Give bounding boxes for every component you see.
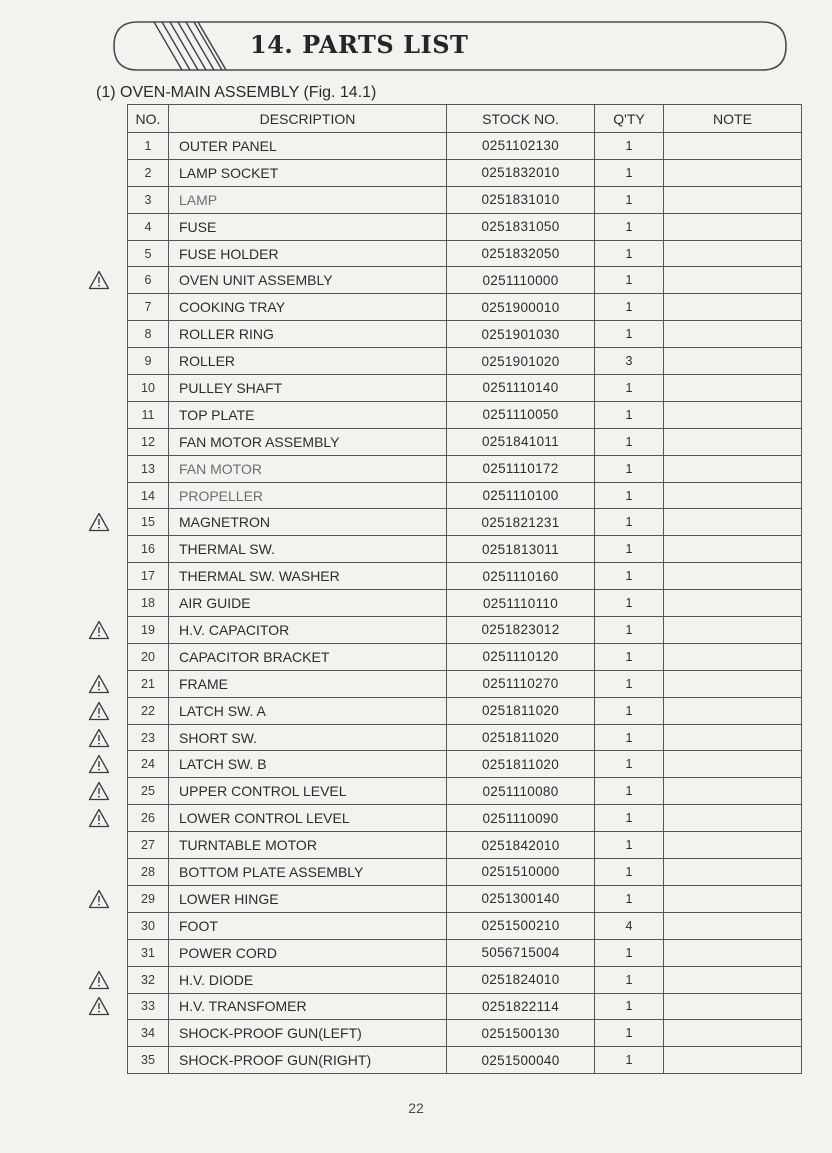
cell-qty: 1 <box>595 1020 664 1047</box>
table-row <box>128 321 802 348</box>
cell-description: FRAME <box>169 670 447 697</box>
cell-no: 23 <box>128 724 169 751</box>
page-number: 22 <box>408 1100 424 1116</box>
cell-no: 15 <box>128 509 169 536</box>
cell-description: LAMP SOCKET <box>169 159 447 186</box>
cell-no: 16 <box>128 536 169 563</box>
cell-note <box>664 751 802 778</box>
cell-description: LOWER HINGE <box>169 885 447 912</box>
cell-stock-no: 0251821231 <box>447 509 595 536</box>
cell-qty: 1 <box>595 832 664 859</box>
table-row <box>128 670 802 697</box>
cell-note <box>664 912 802 939</box>
cell-description: FUSE HOLDER <box>169 240 447 267</box>
cell-qty: 1 <box>595 482 664 509</box>
table-row <box>128 751 802 778</box>
cell-no: 26 <box>128 805 169 832</box>
table-row <box>128 778 802 805</box>
warning-triangle-icon <box>88 781 110 801</box>
cell-no: 6 <box>128 267 169 294</box>
cell-qty: 1 <box>595 697 664 724</box>
cell-description: H.V. DIODE <box>169 966 447 993</box>
cell-note <box>664 348 802 375</box>
cell-stock-no: 0251110140 <box>447 375 595 402</box>
cell-qty: 1 <box>595 267 664 294</box>
cell-description: H.V. TRANSFOMER <box>169 993 447 1020</box>
cell-note <box>664 428 802 455</box>
warning-triangle-icon <box>88 512 110 532</box>
cell-no: 29 <box>128 885 169 912</box>
cell-description: PULLEY SHAFT <box>169 375 447 402</box>
cell-no: 14 <box>128 482 169 509</box>
parts-table <box>127 104 802 1074</box>
cell-description: POWER CORD <box>169 939 447 966</box>
cell-description: SHOCK-PROOF GUN(RIGHT) <box>169 1047 447 1074</box>
cell-description: SHOCK-PROOF GUN(LEFT) <box>169 1020 447 1047</box>
cell-description: SHORT SW. <box>169 724 447 751</box>
cell-note <box>664 401 802 428</box>
cell-no: 2 <box>128 159 169 186</box>
title-banner <box>112 18 788 74</box>
cell-note <box>664 536 802 563</box>
table-row <box>128 832 802 859</box>
table-row <box>128 724 802 751</box>
cell-qty: 1 <box>595 643 664 670</box>
cell-no: 1 <box>128 133 169 160</box>
cell-note <box>664 455 802 482</box>
cell-note <box>664 213 802 240</box>
table-row <box>128 1020 802 1047</box>
cell-description: LATCH SW. A <box>169 697 447 724</box>
warning-triangle-icon <box>88 728 110 748</box>
cell-description: MAGNETRON <box>169 509 447 536</box>
cell-description: H.V. CAPACITOR <box>169 617 447 644</box>
cell-description: LOWER CONTROL LEVEL <box>169 805 447 832</box>
cell-description: FAN MOTOR ASSEMBLY <box>169 428 447 455</box>
table-row <box>128 859 802 886</box>
column-header-note: NOTE <box>664 105 802 133</box>
cell-stock-no: 0251500040 <box>447 1047 595 1074</box>
cell-description: UPPER CONTROL LEVEL <box>169 778 447 805</box>
cell-qty: 1 <box>595 670 664 697</box>
page-title: 14. PARTS LIST <box>250 30 469 59</box>
cell-stock-no: 0251110080 <box>447 778 595 805</box>
cell-stock-no: 0251824010 <box>447 966 595 993</box>
cell-qty: 1 <box>595 240 664 267</box>
cell-no: 17 <box>128 563 169 590</box>
cell-note <box>664 885 802 912</box>
cell-description: FOOT <box>169 912 447 939</box>
table-row <box>128 993 802 1020</box>
cell-no: 20 <box>128 643 169 670</box>
cell-no: 18 <box>128 590 169 617</box>
table-row <box>128 563 802 590</box>
warning-triangle-icon <box>88 754 110 774</box>
cell-note <box>664 778 802 805</box>
cell-stock-no: 0251813011 <box>447 536 595 563</box>
table-row <box>128 401 802 428</box>
cell-qty: 1 <box>595 213 664 240</box>
cell-qty: 1 <box>595 859 664 886</box>
cell-note <box>664 805 802 832</box>
warning-triangle-icon <box>88 701 110 721</box>
cell-stock-no: 0251900010 <box>447 294 595 321</box>
table-row <box>128 482 802 509</box>
table-row <box>128 509 802 536</box>
cell-description: ROLLER RING <box>169 321 447 348</box>
cell-description: THERMAL SW. <box>169 536 447 563</box>
cell-note <box>664 267 802 294</box>
cell-no: 4 <box>128 213 169 240</box>
cell-stock-no: 0251510000 <box>447 859 595 886</box>
cell-stock-no: 0251500210 <box>447 912 595 939</box>
cell-qty: 1 <box>595 536 664 563</box>
table-row <box>128 966 802 993</box>
warning-triangle-icon <box>88 970 110 990</box>
table-row <box>128 240 802 267</box>
cell-stock-no: 0251841011 <box>447 428 595 455</box>
cell-no: 13 <box>128 455 169 482</box>
cell-stock-no: 0251831050 <box>447 213 595 240</box>
cell-description: OVEN UNIT ASSEMBLY <box>169 267 447 294</box>
cell-note <box>664 724 802 751</box>
cell-no: 22 <box>128 697 169 724</box>
cell-no: 32 <box>128 966 169 993</box>
table-row <box>128 186 802 213</box>
cell-note <box>664 643 802 670</box>
cell-stock-no: 0251842010 <box>447 832 595 859</box>
cell-no: 21 <box>128 670 169 697</box>
cell-qty: 1 <box>595 159 664 186</box>
cell-no: 34 <box>128 1020 169 1047</box>
cell-description: AIR GUIDE <box>169 590 447 617</box>
cell-stock-no: 0251110050 <box>447 401 595 428</box>
cell-qty: 1 <box>595 993 664 1020</box>
cell-note <box>664 590 802 617</box>
cell-stock-no: 5056715004 <box>447 939 595 966</box>
cell-qty: 1 <box>595 966 664 993</box>
cell-note <box>664 1020 802 1047</box>
cell-stock-no: 0251300140 <box>447 885 595 912</box>
cell-stock-no: 0251901020 <box>447 348 595 375</box>
table-row <box>128 939 802 966</box>
cell-no: 7 <box>128 294 169 321</box>
table-row <box>128 267 802 294</box>
cell-stock-no: 0251110160 <box>447 563 595 590</box>
cell-qty: 1 <box>595 563 664 590</box>
cell-note <box>664 321 802 348</box>
warning-triangle-icon <box>88 996 110 1016</box>
cell-description: FUSE <box>169 213 447 240</box>
cell-note <box>664 993 802 1020</box>
cell-no: 28 <box>128 859 169 886</box>
cell-qty: 1 <box>595 885 664 912</box>
cell-qty: 1 <box>595 455 664 482</box>
cell-no: 11 <box>128 401 169 428</box>
cell-qty: 4 <box>595 912 664 939</box>
warning-triangle-icon <box>88 808 110 828</box>
cell-qty: 1 <box>595 939 664 966</box>
cell-qty: 3 <box>595 348 664 375</box>
cell-stock-no: 0251901030 <box>447 321 595 348</box>
column-header-stock-no: STOCK NO. <box>447 105 595 133</box>
warning-triangle-icon <box>88 270 110 290</box>
cell-note <box>664 509 802 536</box>
cell-no: 19 <box>128 617 169 644</box>
table-header-row <box>128 105 802 133</box>
column-header-description: DESCRIPTION <box>169 105 447 133</box>
table-row <box>128 294 802 321</box>
cell-qty: 1 <box>595 321 664 348</box>
cell-description: PROPELLER <box>169 482 447 509</box>
table-row <box>128 912 802 939</box>
cell-note <box>664 617 802 644</box>
cell-no: 5 <box>128 240 169 267</box>
cell-stock-no: 0251110110 <box>447 590 595 617</box>
cell-stock-no: 0251831010 <box>447 186 595 213</box>
cell-stock-no: 0251500130 <box>447 1020 595 1047</box>
cell-note <box>664 939 802 966</box>
cell-note <box>664 859 802 886</box>
column-header-qty: Q'TY <box>595 105 664 133</box>
cell-stock-no: 0251110090 <box>447 805 595 832</box>
warning-triangle-icon <box>88 620 110 640</box>
cell-description: BOTTOM PLATE ASSEMBLY <box>169 859 447 886</box>
cell-note <box>664 832 802 859</box>
column-header-no: NO. <box>128 105 169 133</box>
cell-note <box>664 966 802 993</box>
cell-no: 30 <box>128 912 169 939</box>
cell-qty: 1 <box>595 133 664 160</box>
cell-note <box>664 563 802 590</box>
table-row <box>128 1047 802 1074</box>
cell-description: ROLLER <box>169 348 447 375</box>
cell-stock-no: 0251811020 <box>447 697 595 724</box>
cell-note <box>664 133 802 160</box>
cell-no: 12 <box>128 428 169 455</box>
cell-note <box>664 375 802 402</box>
cell-stock-no: 0251823012 <box>447 617 595 644</box>
cell-stock-no: 0251110000 <box>447 267 595 294</box>
cell-description: OUTER PANEL <box>169 133 447 160</box>
table-row <box>128 159 802 186</box>
cell-note <box>664 670 802 697</box>
cell-stock-no: 0251110270 <box>447 670 595 697</box>
cell-no: 24 <box>128 751 169 778</box>
cell-no: 27 <box>128 832 169 859</box>
cell-stock-no: 0251102130 <box>447 133 595 160</box>
cell-qty: 1 <box>595 724 664 751</box>
cell-qty: 1 <box>595 778 664 805</box>
cell-description: LATCH SW. B <box>169 751 447 778</box>
cell-description: FAN MOTOR <box>169 455 447 482</box>
table-row <box>128 805 802 832</box>
cell-description: CAPACITOR BRACKET <box>169 643 447 670</box>
table-row <box>128 885 802 912</box>
cell-description: LAMP <box>169 186 447 213</box>
table-row <box>128 643 802 670</box>
cell-note <box>664 482 802 509</box>
cell-qty: 1 <box>595 428 664 455</box>
table-row <box>128 697 802 724</box>
cell-note <box>664 697 802 724</box>
cell-no: 9 <box>128 348 169 375</box>
cell-no: 25 <box>128 778 169 805</box>
cell-description: TURNTABLE MOTOR <box>169 832 447 859</box>
table-row <box>128 133 802 160</box>
cell-qty: 1 <box>595 590 664 617</box>
cell-note <box>664 240 802 267</box>
cell-no: 35 <box>128 1047 169 1074</box>
cell-no: 10 <box>128 375 169 402</box>
cell-description: THERMAL SW. WASHER <box>169 563 447 590</box>
table-row <box>128 348 802 375</box>
cell-no: 33 <box>128 993 169 1020</box>
cell-note <box>664 294 802 321</box>
cell-qty: 1 <box>595 294 664 321</box>
cell-qty: 1 <box>595 375 664 402</box>
table-row <box>128 428 802 455</box>
table-row <box>128 590 802 617</box>
cell-stock-no: 0251811020 <box>447 751 595 778</box>
cell-no: 31 <box>128 939 169 966</box>
cell-description: TOP PLATE <box>169 401 447 428</box>
table-row <box>128 375 802 402</box>
cell-stock-no: 0251832010 <box>447 159 595 186</box>
cell-stock-no: 0251832050 <box>447 240 595 267</box>
cell-stock-no: 0251110100 <box>447 482 595 509</box>
warning-triangle-icon <box>88 674 110 694</box>
cell-description: COOKING TRAY <box>169 294 447 321</box>
cell-stock-no: 0251110120 <box>447 643 595 670</box>
cell-qty: 1 <box>595 509 664 536</box>
cell-note <box>664 186 802 213</box>
cell-note <box>664 1047 802 1074</box>
cell-note <box>664 159 802 186</box>
section-title: (1) OVEN-MAIN ASSEMBLY (Fig. 14.1) <box>96 84 377 101</box>
table-row <box>128 213 802 240</box>
parts-table-body <box>128 133 802 1074</box>
cell-stock-no: 0251822114 <box>447 993 595 1020</box>
cell-qty: 1 <box>595 805 664 832</box>
cell-qty: 1 <box>595 751 664 778</box>
cell-no: 8 <box>128 321 169 348</box>
cell-stock-no: 0251110172 <box>447 455 595 482</box>
cell-qty: 1 <box>595 1047 664 1074</box>
cell-qty: 1 <box>595 186 664 213</box>
table-row <box>128 617 802 644</box>
cell-no: 3 <box>128 186 169 213</box>
cell-stock-no: 0251811020 <box>447 724 595 751</box>
table-row <box>128 455 802 482</box>
cell-qty: 1 <box>595 617 664 644</box>
table-row <box>128 536 802 563</box>
warning-triangle-icon <box>88 889 110 909</box>
cell-qty: 1 <box>595 401 664 428</box>
